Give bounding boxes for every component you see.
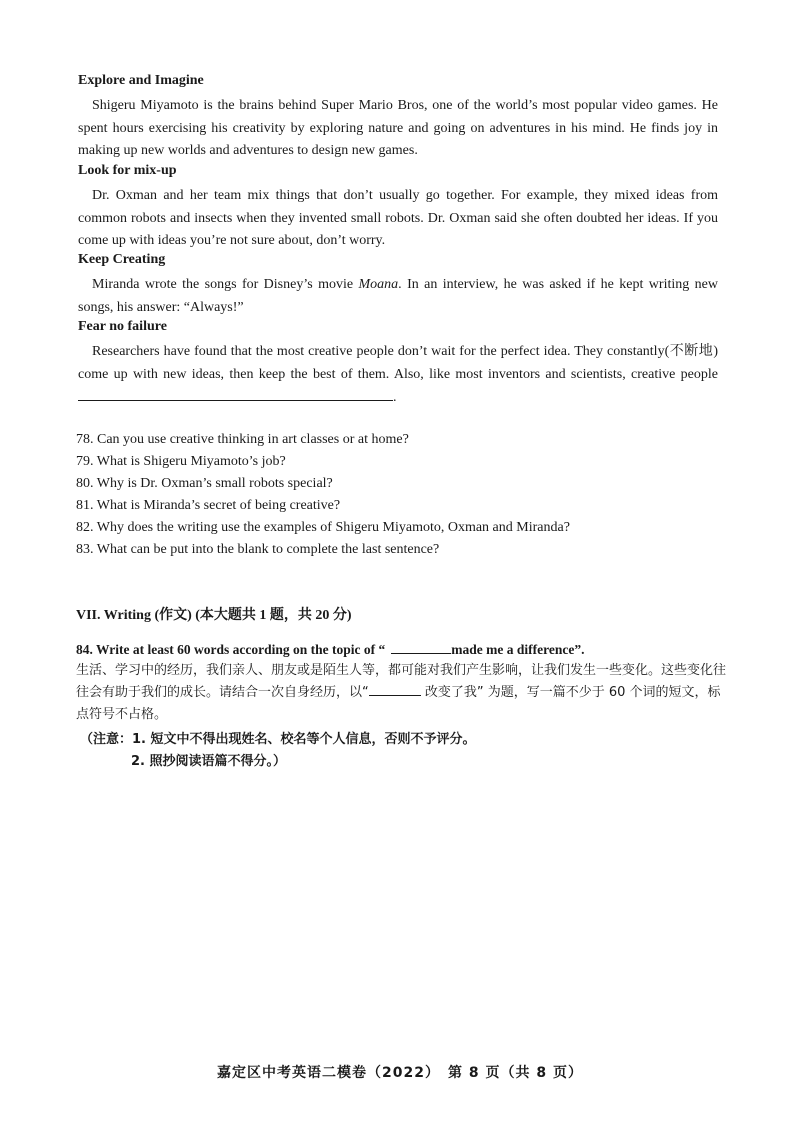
keep-creating-text-2: . In an interview, he was asked if he kept writing new songs, his answer: “Always!”: [78, 277, 718, 315]
topic-blank[interactable]: [391, 641, 451, 654]
answer-blank[interactable]: [78, 386, 393, 401]
writing-section-title: VII. Writing (作文) (本大题共 1 题，共 20 分): [76, 608, 352, 623]
note-1: （注意：1. 短文中不得出现姓名、校名等个人信息，否则不予评分。: [80, 732, 476, 747]
fear-text: Researchers have found that the most creative people don’t wait for the perfect idea. They constantly(不断地) come up with new ideas, then keep the best of them. Also, like most inventors and scientists, creative people: [78, 344, 718, 382]
cn-text-2: 改变了我” 为题，写一篇不少于 60 个词的短文，标点符号不占格。: [76, 685, 721, 722]
question-78: 78. Can you use creative thinking in art classes or at home?: [76, 432, 409, 447]
paragraph-keep-creating: [78, 274, 718, 319]
section-heading-explore: Explore and Imagine: [78, 73, 204, 88]
cn-topic-blank[interactable]: [369, 683, 421, 696]
prompt-text-1: 84. Write at least 60 words according on the topic of “: [76, 642, 386, 657]
movie-title: Moana: [358, 277, 399, 292]
cn-text-1: 生活、学习中的经历，我们亲人、朋友或是陌生人等，都可能对我们产生影响，让我们发生一些变化。这些变化往往会有助于我们的成长。请结合一次自身经历，以“: [76, 663, 727, 700]
section-heading-fear: Fear no failure: [78, 319, 167, 334]
paragraph-explore: Shigeru Miyamoto is the brains behind Super Mario Bros, one of the world’s most popular video games. He spent hours exercising his creativity by exploring nature and going on adventures in his mind. He finds joy in making up new worlds and adventures to design new games.: [78, 98, 718, 158]
note-2: 2. 照抄阅读语篇不得分。）: [131, 754, 287, 769]
keep-creating-text-1: Miranda wrote the songs for Disney’s movie: [92, 277, 359, 292]
writing-prompt: [76, 640, 584, 660]
prompt-text-2: made me a difference”.: [451, 642, 585, 657]
question-81: 81. What is Miranda’s secret of being creative?: [76, 498, 341, 513]
fear-end: .: [393, 390, 397, 405]
section-heading-keep-creating: Keep Creating: [78, 252, 166, 267]
question-82: 82. Why does the writing use the examples of Shigeru Miyamoto, Oxman and Miranda?: [76, 520, 570, 535]
section-heading-mixup: Look for mix-up: [78, 163, 177, 178]
question-83: 83. What can be put into the blank to complete the last sentence?: [76, 542, 440, 557]
question-80: 80. Why is Dr. Oxman’s small robots special?: [76, 476, 333, 491]
paragraph-mixup: Dr. Oxman and her team mix things that don’t usually go together. For example, they mixed ideas from common robots and insects when they invented small robots. Dr. Oxman said she often doubted her ideas. If you come up with ideas you’re not sure about, don’t worry.: [78, 188, 718, 248]
writing-instructions-cn: [76, 660, 726, 726]
question-79: 79. What is Shigeru Miyamoto’s job?: [76, 454, 286, 469]
paragraph-fear: [78, 341, 718, 410]
page-footer: 嘉定区中考英语二模卷（2022） 第 8 页（共 8 页）: [217, 1065, 583, 1081]
